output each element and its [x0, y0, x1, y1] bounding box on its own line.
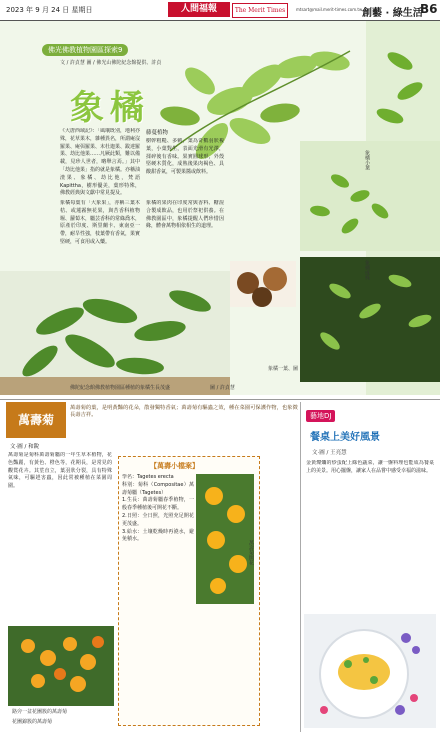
column-body: 金黃燦爛的炒蛋配上綠色蔬菜，讓一盤料理也能成為餐桌上的美景。用心擺盤，讓家人在品嘗中感受幸福的滋味。: [306, 460, 434, 474]
section-title: 創藝 · 綠生活: [362, 8, 423, 19]
contact-email: mtsart@mail.merit-times.com.tw: [296, 7, 363, 12]
page-number: B6: [420, 2, 438, 16]
article-column-1: 《大唐西域記》：「風壤既別，地利亦殊，花草果木，雜種異名，所謂庵沒羅果、庵弭羅果、末杜迦果、跋達羅果、劫比他果……凡厥此類，難以備載，見珍人世者，略舉言焉。」其中「劫比他果」指的就是象橘。亦稱油渣果、象橘、劫比他，梵語Kapittha，樹形優美，葉形特殊，佛教經典與文獻中常見提及。: [60, 128, 140, 197]
marigold-intro: 萬壽菊的葉，是明黃豔的花朵，散發獨特香氣；萬壽菊有驅蟲之效，種在菜園可保護作物，也象徵長壽吉祥。: [70, 405, 298, 419]
photo-credit-main: 圖 / 許貞慧: [210, 385, 235, 391]
marigold-byline: 文·圖 / 和銳: [10, 444, 40, 450]
article-title: 象橘: [70, 88, 150, 128]
column-title: 餐桌上美好風景: [310, 432, 380, 443]
marigold-photo-left: [8, 626, 114, 706]
dish-photo: [304, 614, 436, 728]
article-column-3: 樹幹粗糙、多刺，葉為奇數羽狀複葉，小葉對生，表面光滑有光澤，揉碎後有香味。果實圓球形，外殼堅硬木質化，成熟後果肉褐色、具酸甜香氣，可製果醬或飲料。: [146, 138, 224, 176]
fact-box-text: 學名：Tagetes erecta 科別：菊科（Compositae）萬壽菊屬（Tagetes） 1.生長：萬壽菊屬春季植物，一般春季種植後可開花不斷。 2.日照：全日照，光照充足開花更茂盛。 3.給水：土壤乾燥時再澆水，避免積水。: [122, 474, 194, 543]
fact-box-photo-caption: 萬壽菊開花: [248, 540, 254, 565]
series-tag: 佛光佛教植物園區探索9: [42, 44, 128, 56]
newspaper-logo: 人間福報: [168, 2, 230, 17]
fact-box-title: 【萬壽小檔案】: [150, 462, 199, 470]
article-byline: 文 / 許貞慧 圖 / 佛光山佛陀紀念館提供、許貞: [60, 60, 162, 66]
marigold-photo-box: [196, 474, 254, 604]
marigold-caption-2: 花團錦簇的萬壽菊: [12, 719, 53, 725]
newspaper-logo-english: The Merit Times: [232, 3, 288, 18]
marigold-caption-1: 路旁一盆花團簇的萬壽菊: [12, 709, 68, 715]
marigold-body: 萬壽菊是菊科萬壽菊屬的一年生草本植物，花色豔麗，有黃色、橙色等，花期長，是常見的觀賞花卉。其莖直立，葉羽狀分裂，具有特殊氣味，可驅趕害蟲，因此常被種植在菜園周圍。: [8, 452, 112, 490]
column-divider: [300, 402, 301, 732]
photo-caption-leaflet: 象橘小葉: [364, 150, 370, 170]
photo-caption-plant: 象橘成株: [364, 260, 370, 280]
issue-date: 2023 年 9 月 24 日 星期日: [6, 6, 93, 14]
article-column-2: 象橘每葉有「大象果」，亦稱三葉木桔、或蓮霧無花果，與苦香科植物堰、蘿蔔木，屬芸香科的常綠喬木，原產於印度、斯里蘭卡、東南亞一帶，耐旱性強，枝葉帶有香氣，果實堅硬，可食用或入藥。: [60, 200, 140, 245]
article-column-4: 象橘的果肉在印度常與香料、糖混合製成飲品，也用於祭祀供養。在佛教園區中，象橘提醒人們珍惜因緣，體會萬物相依相生的道理。: [146, 200, 224, 230]
column-tag: 藝地DJ: [306, 410, 335, 422]
section-divider: [0, 399, 440, 400]
photo-caption-main: 佛陀紀念館佛教植物園區種植的象橘生長茂盛: [70, 385, 171, 391]
column-byline: 文·圖 / 王亮慧: [312, 450, 347, 456]
photo-caption-fruit: 象橘一葉、圖: [268, 366, 299, 372]
marigold-title: 萬壽菊: [6, 402, 66, 438]
article-subheading: 藤蔓植物: [146, 130, 169, 136]
